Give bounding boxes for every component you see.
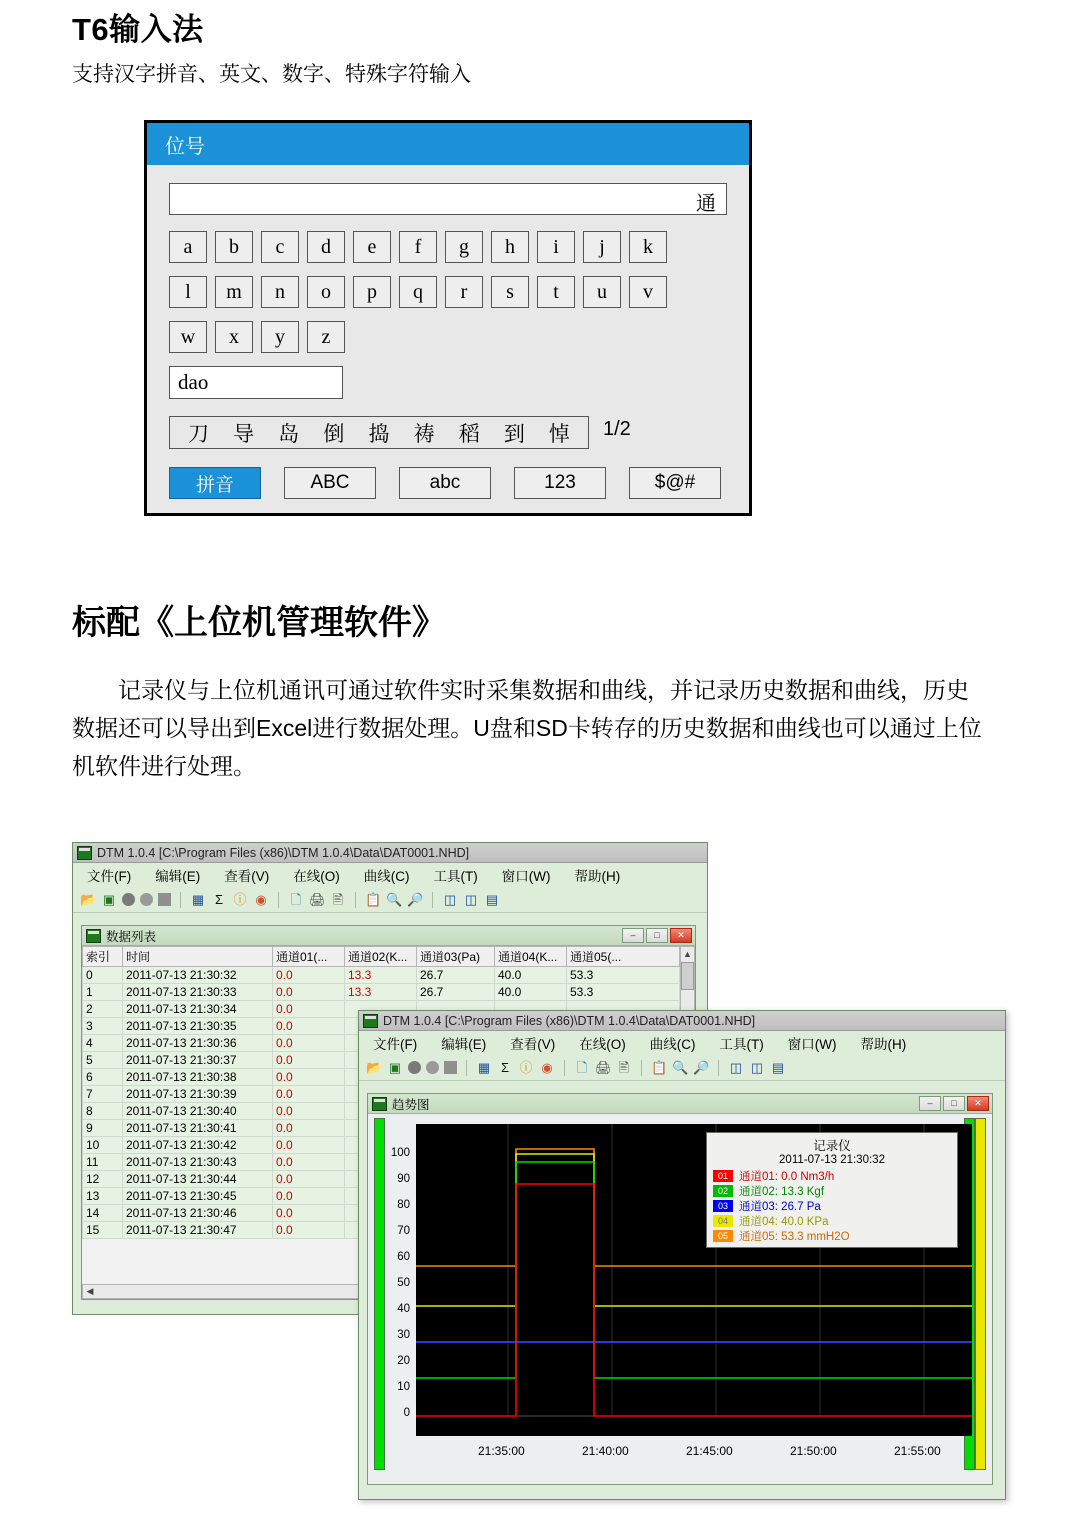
candidate-item[interactable]: 倒 [323, 422, 345, 446]
key-p[interactable]: p [353, 276, 391, 308]
cell-index: 9 [83, 1120, 123, 1137]
col-index[interactable]: 索引 [83, 947, 123, 967]
cell-index: 6 [83, 1069, 123, 1086]
cell-index: 8 [83, 1103, 123, 1120]
record-green-icon[interactable] [408, 1061, 421, 1074]
mode-button-abc-lower[interactable]: abc [399, 467, 491, 499]
y-tick-90: 90 [397, 1173, 410, 1185]
section2-title: 标配《上位机管理软件》 [72, 604, 446, 642]
window-logo-icon [86, 929, 101, 943]
mode-button-abc-upper[interactable]: ABC [284, 467, 376, 499]
keyboard-title-bar [147, 123, 749, 165]
col-ch01[interactable]: 通道01(... [273, 947, 345, 967]
candidate-item[interactable]: 捣 [368, 422, 390, 446]
cell-ch01: 0.0 [273, 1154, 345, 1171]
dtm-trend-title-label: DTM 1.0.4 [C:\Program Files (x86)\DTM 1.0.4\Data\DAT0001.NHD] [383, 1013, 756, 1028]
menu-window[interactable]: 窗口(W) [787, 1037, 837, 1052]
cell-index: 14 [83, 1205, 123, 1222]
cell-time: 2011-07-13 21:30:46 [123, 1205, 273, 1222]
candidate-item[interactable]: 祷 [413, 422, 435, 446]
candidate-item[interactable]: 导 [233, 422, 255, 446]
app-logo-icon [363, 1014, 378, 1028]
cell-ch01: 0.0 [273, 1205, 345, 1222]
legend-color-chip: 05 [713, 1230, 733, 1242]
cell-time: 2011-07-13 21:30:32 [123, 967, 273, 984]
cell-ch02: 13.3 [345, 967, 417, 984]
record-green-icon[interactable] [122, 893, 135, 906]
legend-item-ch03[interactable] [713, 1198, 951, 1213]
cell-index: 7 [83, 1086, 123, 1103]
menu-file[interactable]: 文件(F) [87, 869, 132, 884]
table-icon[interactable]: ▦ [477, 1059, 491, 1075]
key-h[interactable]: h [491, 231, 529, 263]
cell-ch01: 0.0 [273, 1052, 345, 1069]
dtm-data-title-label: DTM 1.0.4 [C:\Program Files (x86)\DTM 1.0.4\Data\DAT0001.NHD] [97, 845, 470, 860]
legend-color-chip: 02 [713, 1185, 733, 1197]
dtm-trend-menubar [359, 1031, 1005, 1055]
key-b[interactable]: b [215, 231, 253, 263]
copy-sheet-icon[interactable]: 🗋 [290, 891, 302, 907]
y-tick-70: 70 [397, 1225, 410, 1237]
record-gray-icon[interactable] [140, 893, 153, 906]
cell-index: 4 [83, 1035, 123, 1052]
page-subtitle: 支持汉字拼音、英文、数字、特殊字符输入 [72, 63, 471, 86]
legend-item-label: 通道04: 40.0 KPa [739, 1215, 829, 1228]
key-s[interactable]: s [491, 276, 529, 308]
close-button[interactable]: ✕ [670, 928, 692, 943]
cell-ch01: 0.0 [273, 1137, 345, 1154]
key-e[interactable]: e [353, 231, 391, 263]
key-j[interactable]: j [583, 231, 621, 263]
data-import-icon[interactable]: ▣ [102, 891, 116, 907]
data-list-window-controls [622, 928, 695, 943]
scroll-up-arrow[interactable]: ▲ [683, 949, 692, 959]
key-u[interactable]: u [583, 276, 621, 308]
toolbar-separator [466, 1060, 467, 1076]
cell-index: 0 [83, 967, 123, 984]
info-icon[interactable]: ⓘ [519, 1059, 533, 1075]
cell-time: 2011-07-13 21:30:35 [123, 1018, 273, 1035]
legend-item-ch04[interactable] [713, 1213, 951, 1228]
menu-help[interactable]: 帮助(H) [574, 869, 621, 884]
candidate-item[interactable]: 岛 [278, 422, 300, 446]
key-n[interactable]: n [261, 276, 299, 308]
maximize-button[interactable]: □ [943, 1096, 965, 1111]
menu-curve[interactable]: 曲线(C) [649, 1037, 696, 1052]
y-tick-60: 60 [397, 1251, 410, 1263]
menu-tools[interactable]: 工具(T) [433, 869, 478, 884]
table-header-row [83, 947, 680, 967]
zoom-in-icon[interactable]: 🔍 [672, 1059, 689, 1075]
mode-button-123[interactable]: 123 [514, 467, 606, 499]
key-a[interactable]: a [169, 231, 207, 263]
y-tick-20: 20 [397, 1355, 410, 1367]
trend-legend [706, 1132, 958, 1248]
cell-time: 2011-07-13 21:30:38 [123, 1069, 273, 1086]
cell-ch05: 53.3 [567, 967, 680, 984]
candidate-list [169, 416, 589, 449]
toolbar-separator [355, 892, 356, 908]
dtm-data-menubar [73, 863, 707, 887]
copy-sheet-icon[interactable]: 🗋 [576, 1059, 588, 1075]
dtm-trend-title-bar [359, 1011, 1005, 1031]
data-list-title-label: 数据列表 [106, 929, 157, 944]
candidate-item[interactable]: 稻 [458, 422, 480, 446]
menu-window[interactable]: 窗口(W) [501, 869, 551, 884]
mode-button-pinyin[interactable]: 拼音 [169, 467, 261, 499]
col-time[interactable]: 时间 [123, 947, 273, 967]
cell-ch03: 26.7 [417, 967, 495, 984]
cell-ch01: 0.0 [273, 1120, 345, 1137]
toolbar-separator [432, 892, 433, 908]
y-tick-0: 0 [403, 1407, 410, 1419]
menu-edit[interactable]: 编辑(E) [441, 1037, 487, 1052]
y-tick-40: 40 [397, 1303, 410, 1315]
legend-color-chip: 04 [713, 1215, 733, 1227]
cell-ch01: 0.0 [273, 1001, 345, 1018]
candidate-item[interactable]: 刀 [188, 422, 210, 446]
legend-color-chip: 01 [713, 1170, 733, 1182]
print-preview-icon[interactable]: 🖹 [332, 891, 344, 907]
window-logo-icon [372, 1097, 387, 1111]
clipboard-icon[interactable]: 📋 [651, 1059, 668, 1075]
info-icon[interactable]: ⓘ [233, 891, 247, 907]
col-ch02[interactable]: 通道02(K... [345, 947, 417, 967]
cell-ch01: 0.0 [273, 1103, 345, 1120]
toolbar-separator [278, 892, 279, 908]
keyboard-title-label: 位号 [165, 135, 205, 158]
cell-time: 2011-07-13 21:30:43 [123, 1154, 273, 1171]
split-icon[interactable]: ▤ [485, 891, 499, 907]
cell-index: 5 [83, 1052, 123, 1069]
x-tick-3: 21:45:00 [686, 1444, 733, 1458]
menu-tools[interactable]: 工具(T) [719, 1037, 764, 1052]
key-m[interactable]: m [215, 276, 253, 308]
keyboard-row-1 [169, 231, 667, 263]
cell-ch01: 0.0 [273, 1188, 345, 1205]
palette-icon[interactable]: ◉ [541, 1059, 553, 1075]
input-mode-row [169, 467, 721, 499]
scroll-left-arrow[interactable]: ◀ [86, 1286, 94, 1296]
zoom-in-icon[interactable]: 🔍 [386, 891, 403, 907]
cell-index: 10 [83, 1137, 123, 1154]
cell-index: 13 [83, 1188, 123, 1205]
x-tick-5: 21:55:00 [894, 1444, 941, 1458]
key-f[interactable]: f [399, 231, 437, 263]
stop-icon[interactable] [444, 1061, 457, 1074]
table-row[interactable] [83, 967, 680, 984]
cell-ch03: 26.7 [417, 984, 495, 1001]
print-icon[interactable]: 🖨 [595, 1059, 612, 1075]
legend-item-label: 通道05: 53.3 mmH2O [739, 1230, 850, 1243]
tile-icon[interactable]: ◫ [443, 891, 457, 907]
key-w[interactable]: w [169, 321, 207, 353]
toolbar-separator [718, 1060, 719, 1076]
table-row[interactable] [83, 984, 680, 1001]
toolbar-separator [564, 1060, 565, 1076]
key-r[interactable]: r [445, 276, 483, 308]
cell-index: 12 [83, 1171, 123, 1188]
y-tick-30: 30 [397, 1329, 410, 1341]
menu-file[interactable]: 文件(F) [373, 1037, 418, 1052]
legend-item-label: 通道01: 0.0 Nm3/h [739, 1170, 835, 1183]
trend-window [367, 1093, 993, 1485]
menu-help[interactable]: 帮助(H) [860, 1037, 907, 1052]
print-preview-icon[interactable]: 🖹 [618, 1059, 630, 1075]
close-button[interactable]: ✕ [967, 1096, 989, 1111]
cell-ch01: 0.0 [273, 1171, 345, 1188]
legend-item-ch01[interactable] [713, 1168, 951, 1183]
candidate-page-indicator: 1/2 [603, 418, 631, 440]
mode-button-symbols[interactable]: $@# [629, 467, 721, 499]
menu-view[interactable]: 查看(V) [224, 869, 270, 884]
key-l[interactable]: l [169, 276, 207, 308]
key-y[interactable]: y [261, 321, 299, 353]
keyboard-row-3 [169, 321, 345, 353]
pinyin-input[interactable]: dao [169, 366, 343, 399]
minimize-button[interactable]: – [919, 1096, 941, 1111]
cell-ch01: 0.0 [273, 1086, 345, 1103]
cell-time: 2011-07-13 21:30:33 [123, 984, 273, 1001]
trend-title-bar [368, 1094, 992, 1114]
cell-ch01: 0.0 [273, 984, 345, 1001]
x-tick-2: 21:40:00 [582, 1444, 629, 1458]
t6-keyboard-window [144, 120, 752, 516]
data-import-icon[interactable]: ▣ [388, 1059, 402, 1075]
open-folder-icon[interactable]: 📂 [366, 1059, 383, 1075]
cell-ch01: 0.0 [273, 1222, 345, 1239]
keyboard-display-field[interactable]: 通 [169, 183, 727, 215]
y-tick-100: 100 [390, 1147, 410, 1159]
key-c[interactable]: c [261, 231, 299, 263]
key-k[interactable]: k [629, 231, 667, 263]
sigma-icon[interactable]: Σ [500, 1059, 510, 1075]
print-icon[interactable]: 🖨 [309, 891, 326, 907]
record-gray-icon[interactable] [426, 1061, 439, 1074]
palette-icon[interactable]: ◉ [255, 891, 267, 907]
cell-ch01: 0.0 [273, 1018, 345, 1035]
cell-index: 11 [83, 1154, 123, 1171]
page-title: T6输入法 [72, 12, 204, 47]
cell-time: 2011-07-13 21:30:36 [123, 1035, 273, 1052]
menu-online[interactable]: 在线(O) [579, 1037, 626, 1052]
cell-time: 2011-07-13 21:30:45 [123, 1188, 273, 1205]
zoom-out-icon[interactable]: 🔎 [693, 1059, 710, 1075]
menu-online[interactable]: 在线(O) [293, 869, 340, 884]
y-tick-50: 50 [397, 1277, 410, 1289]
key-v[interactable]: v [629, 276, 667, 308]
table-icon[interactable]: ▦ [191, 891, 205, 907]
key-t[interactable]: t [537, 276, 575, 308]
key-q[interactable]: q [399, 276, 437, 308]
x-tick-1: 21:35:00 [478, 1444, 525, 1458]
key-x[interactable]: x [215, 321, 253, 353]
col-ch04[interactable]: 通道04(K... [495, 947, 567, 967]
cell-time: 2011-07-13 21:30:42 [123, 1137, 273, 1154]
key-d[interactable]: d [307, 231, 345, 263]
y-tick-80: 80 [397, 1199, 410, 1211]
legend-item-ch02[interactable] [713, 1183, 951, 1198]
dtm-trend-toolbar [359, 1055, 1005, 1081]
col-ch03[interactable]: 通道03(Pa) [417, 947, 495, 967]
zoom-out-icon[interactable]: 🔎 [407, 891, 424, 907]
legend-color-chip: 03 [713, 1200, 733, 1212]
cell-index: 3 [83, 1018, 123, 1035]
cell-time: 2011-07-13 21:30:40 [123, 1103, 273, 1120]
key-i[interactable]: i [537, 231, 575, 263]
open-folder-icon[interactable]: 📂 [80, 891, 97, 907]
dtm-window-trend [358, 1010, 1006, 1500]
cell-index: 15 [83, 1222, 123, 1239]
key-g[interactable]: g [445, 231, 483, 263]
key-o[interactable]: o [307, 276, 345, 308]
minimize-button[interactable]: – [622, 928, 644, 943]
cell-time: 2011-07-13 21:30:39 [123, 1086, 273, 1103]
cell-index: 1 [83, 984, 123, 1001]
legend-item-label: 通道03: 26.7 Pa [739, 1200, 821, 1213]
right-channel-bar-yellow [975, 1118, 986, 1470]
toolbar-separator [641, 1060, 642, 1076]
section2-paragraph: 记录仪与上位机通讯可通过软件实时采集数据和曲线，并记录历史数据和曲线，历史数据还可以导出到Excel进行数据处理。U盘和SD卡转存的历史数据和曲线也可以通过上位机软件进行处理。 [72, 677, 982, 779]
trend-title-label: 趋势图 [392, 1097, 430, 1112]
cascade-icon[interactable]: ◫ [750, 1059, 764, 1075]
dtm-data-toolbar [73, 887, 707, 913]
cell-ch01: 0.0 [273, 967, 345, 984]
dtm-data-title-bar [73, 843, 707, 863]
cell-index: 2 [83, 1001, 123, 1018]
legend-title: 记录仪 [813, 1139, 851, 1153]
cascade-icon[interactable]: ◫ [464, 891, 478, 907]
key-z[interactable]: z [307, 321, 345, 353]
cell-time: 2011-07-13 21:30:47 [123, 1222, 273, 1239]
cell-time: 2011-07-13 21:30:44 [123, 1171, 273, 1188]
maximize-button[interactable]: □ [646, 928, 668, 943]
sigma-icon[interactable]: Σ [214, 891, 224, 907]
cell-time: 2011-07-13 21:30:34 [123, 1001, 273, 1018]
x-tick-4: 21:50:00 [790, 1444, 837, 1458]
candidate-item[interactable]: 悼 [548, 422, 570, 446]
cell-ch01: 0.0 [273, 1069, 345, 1086]
cell-ch05: 53.3 [567, 984, 680, 1001]
split-icon[interactable]: ▤ [771, 1059, 785, 1075]
candidate-item[interactable]: 到 [503, 422, 525, 446]
legend-item-ch05[interactable] [713, 1228, 951, 1243]
cell-ch04: 40.0 [495, 984, 567, 1001]
toolbar-separator [180, 892, 181, 908]
cell-ch01: 0.0 [273, 1035, 345, 1052]
data-list-title-bar [82, 926, 695, 946]
keyboard-row-2 [169, 276, 667, 308]
trend-plot-area[interactable] [416, 1124, 972, 1436]
legend-timestamp: 2011-07-13 21:30:32 [779, 1154, 885, 1166]
menu-curve[interactable]: 曲线(C) [363, 869, 410, 884]
cell-ch02: 13.3 [345, 984, 417, 1001]
y-tick-10: 10 [397, 1381, 410, 1393]
menu-view[interactable]: 查看(V) [510, 1037, 556, 1052]
menu-edit[interactable]: 编辑(E) [155, 869, 201, 884]
app-logo-icon [77, 846, 92, 860]
cell-time: 2011-07-13 21:30:41 [123, 1120, 273, 1137]
tile-icon[interactable]: ◫ [729, 1059, 743, 1075]
cell-time: 2011-07-13 21:30:37 [123, 1052, 273, 1069]
col-ch05[interactable]: 通道05(... [567, 947, 680, 967]
cell-ch04: 40.0 [495, 967, 567, 984]
trend-window-controls [919, 1096, 992, 1111]
legend-item-label: 通道02: 13.3 Kgf [739, 1185, 825, 1198]
scroll-thumb[interactable] [681, 962, 694, 990]
stop-icon[interactable] [158, 893, 171, 906]
clipboard-icon[interactable]: 📋 [365, 891, 382, 907]
